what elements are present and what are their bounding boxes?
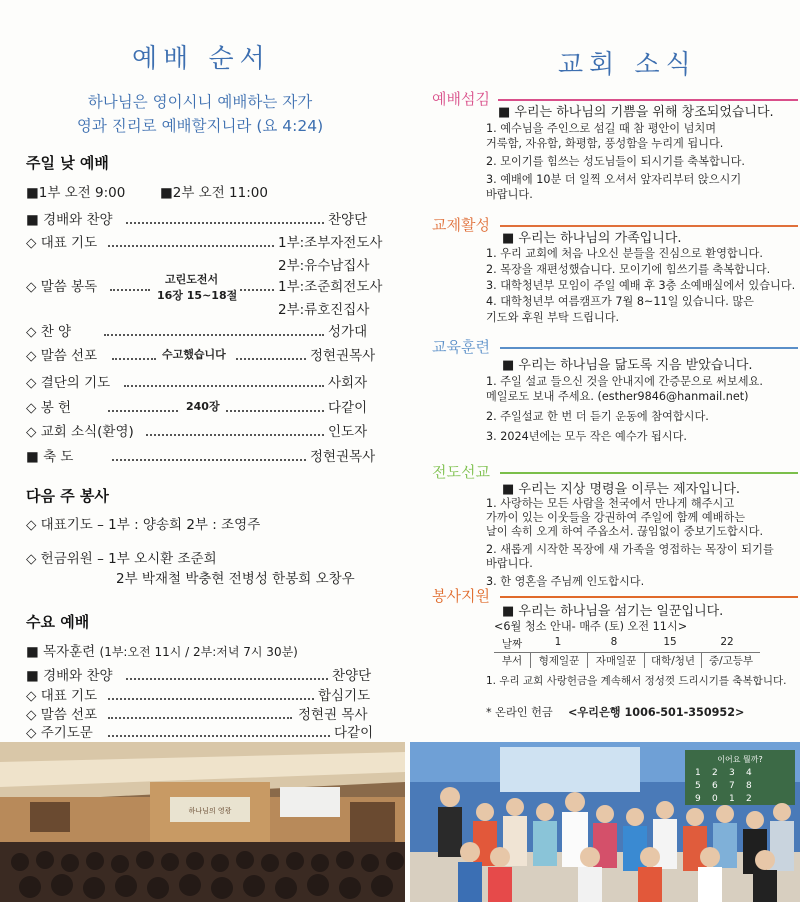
order-item-sermon: ◇ 말씀 선포 [26,348,98,364]
section-head-education: ■ 우리는 하나님을 닮도록 지음 받았습니다. [502,358,753,373]
dot-leader [110,289,150,291]
next-week-offering-2: 2부 박재철 박충현 전병성 한봉희 오창우 [116,571,355,587]
wed-item-sermon: ◇ 말씀 선포 [26,707,98,723]
section-label-service: 봉사지원 [432,587,490,605]
section-head-fellowship: ■ 우리는 하나님의 가족입니다. [502,231,682,246]
worship-order-panel [0,0,400,741]
order-item-decision-value: 사회자 [328,375,368,391]
svg-text:8: 8 [746,781,752,791]
sermon-title: 수고했습니다 [162,348,226,361]
dot-leader [108,735,330,737]
order-item-reading-value-2: 2부:류호진집사 [278,302,370,318]
wednesday-heading: 수요 예배 [26,613,90,631]
reading-book: 고린도전서 [165,273,219,286]
service-list-item: 1. 우리 교회 사랑헌금을 계속해서 정성껏 드리시기를 축복합니다. [486,675,787,687]
dot-leader [108,245,274,247]
wed-item-lords-prayer-value: 다같이 [334,725,374,741]
order-item-news: ◇ 교회 소식(환영) [26,424,134,440]
online-offering-label: * 온라인 헌금 [486,706,553,719]
order-item-news-value: 인도자 [328,424,368,440]
section-label-fellowship: 교제활성 [432,216,490,234]
wednesday-training: ■ 목자훈련 (1부:오전 11시 / 2부:저녁 7시 30분) [26,644,298,660]
cleaning-notice: <6월 청소 안내- 매주 (토) 오전 11시> [494,620,688,633]
cleaning-table: 날짜 1 8 15 22 부서 형제일꾼 자매일꾼 대학/청년 중/고등부 [494,636,760,668]
section-rule [500,596,798,598]
offering-hymn: 240장 [186,400,220,413]
sanctuary-photo [0,742,405,902]
reading-chapter: 16장 15~18절 [157,289,238,302]
wed-item-sermon-value: 정현권 목사 [298,707,368,723]
wed-item-prayer: ◇ 대표 기도 [26,688,98,704]
mission-list: 1. 사랑하는 모든 사람을 천국에서 만나게 해주시고 가까이 있는 이웃들을 강권하여 주일에 함께 예배하는 날이 속히 오게 하여 주옵소서. 끊임없이 중보기도합시다. 2. 새롭게 시작한 목장에 새 가족을 영접하는 목장이 되기를 바랍니다. 3. 한 영혼을 주님께 인도합시다. [486,497,774,588]
svg-text:1: 1 [695,768,701,778]
section-label-mission: 전도선교 [432,463,490,481]
next-week-prayer: ◇ 대표기도 – 1부 : 양송희 2부 : 조영주 [26,517,261,533]
order-item-prayer: ◇ 대표 기도 [26,235,98,251]
sanctuary-sign-text: 하나님의 영광 [188,807,232,815]
order-item-choir-value: 성가대 [328,324,368,340]
dot-leader [108,698,314,700]
church-news-panel [410,0,800,738]
svg-text:1: 1 [729,794,735,804]
svg-text:0: 0 [712,794,718,804]
order-item-offering-value: 다같이 [328,400,368,416]
order-item-reading: ◇ 말씀 봉독 [26,279,98,295]
worship-list: 1. 예수님을 주인으로 섬길 때 참 평안이 넘치며 거룩함, 자유함, 화평함, 풍성함을 누리게 됩니다. 2. 모이기를 힘쓰는 성도님들이 되시기를 축복합니다. 3. 예배에 10분 더 일찍 오셔서 앞자리부터 앉으시기 바랍니다. [486,122,745,201]
svg-text:6: 6 [712,781,718,791]
order-item-offering: ◇ 봉 헌 [26,400,72,416]
fellowship-list: 1. 우리 교회에 처음 나오신 분들을 진심으로 환영합니다. 2. 목장을 재편성했습니다. 모이기에 힘쓰기를 축복합니다. 3. 대학청년부 모임이 주일 예배 후 3층 소예배실에서 있습니다. 4. 대학청년부 여름캠프가 7월 8~11일 있습니다. 많은 기도와 후원 부탁 드립니다. [486,247,796,324]
dot-leader [226,410,324,412]
order-item-benediction-value: 정현권목사 [310,449,376,465]
section-label-education: 교육훈련 [432,338,490,356]
dot-leader [108,410,178,412]
order-item-benediction: ■ 축 도 [26,449,74,465]
wed-item-praise: ■ 경배와 찬양 [26,668,113,684]
wed-item-praise-value: 찬양단 [332,668,372,684]
order-item-praise: ■ 경배와 찬양 [26,212,113,228]
svg-text:7: 7 [729,781,735,791]
children-group-photo [410,742,800,902]
order-item-prayer-value: 1부:조부자전도사 [278,235,383,251]
dot-leader [112,459,306,461]
dot-leader [126,678,328,680]
order-item-prayer-value-2: 2부:유수남집사 [278,258,370,274]
education-list: 1. 주일 설교 들으신 것을 안내지에 간증문으로 써보세요. 메일로도 보내 주세요. (esther9846@hanmail.net) 2. 주일설교 한 번 더 듣기 운동에 참여합시다. 3. 2024년에는 모두 작은 예수가 됩시다. [486,375,763,443]
section-head-mission: ■ 우리는 지상 명령을 이루는 제자입니다. [502,482,741,497]
dot-leader [124,385,324,387]
svg-text:2: 2 [712,768,718,778]
next-week-heading: 다음 주 봉사 [26,487,109,505]
dot-leader [146,434,324,436]
order-item-choir: ◇ 찬 양 [26,324,72,340]
section-head-service: ■ 우리는 하나님을 섬기는 일꾼입니다. [502,604,724,619]
section-rule [500,347,798,349]
sunday-time-2: ■2부 오전 11:00 [160,185,268,201]
board-title-text: 이어요 뭘까? [717,755,763,764]
dot-leader [236,358,306,360]
svg-text:9: 9 [695,794,701,804]
dot-leader [108,717,292,719]
sunday-time-1: ■1부 오전 9:00 [26,185,126,201]
dot-leader [126,222,324,224]
dot-leader [112,358,156,360]
bank-account: <우리은행 1006-501-350952> [568,706,745,719]
section-rule [500,472,798,474]
section-label-worship: 예배섬김 [432,90,490,108]
wed-item-prayer-value: 합심기도 [318,688,371,704]
svg-text:5: 5 [695,781,701,791]
dot-leader [104,334,324,336]
dot-leader [240,289,274,291]
svg-text:2: 2 [746,794,752,804]
church-news-title: 교회 소식 [558,50,697,80]
verse-line-1: 하나님은 영이시니 예배하는 자가 [87,93,313,111]
sunday-heading: 주일 낮 예배 [26,154,109,172]
next-week-offering-1: ◇ 헌금위원 – 1부 오시환 조준희 [26,551,217,567]
order-item-praise-value: 찬양단 [328,212,368,228]
order-item-decision-prayer: ◇ 결단의 기도 [26,375,111,391]
worship-order-title: 예배 순서 [132,44,271,74]
verse-line-2: 영과 진리로 예배할지니라 (요 4:24) [76,117,324,135]
svg-text:3: 3 [729,768,735,778]
section-head-worship: ■ 우리는 하나님의 기쁨을 위해 창조되었습니다. [498,105,774,120]
order-item-sermon-value: 정현권목사 [310,348,376,364]
svg-text:4: 4 [746,768,752,778]
order-item-reading-value: 1부:조준희전도사 [278,279,383,295]
wed-item-lords-prayer: ◇ 주기도문 [26,725,93,741]
